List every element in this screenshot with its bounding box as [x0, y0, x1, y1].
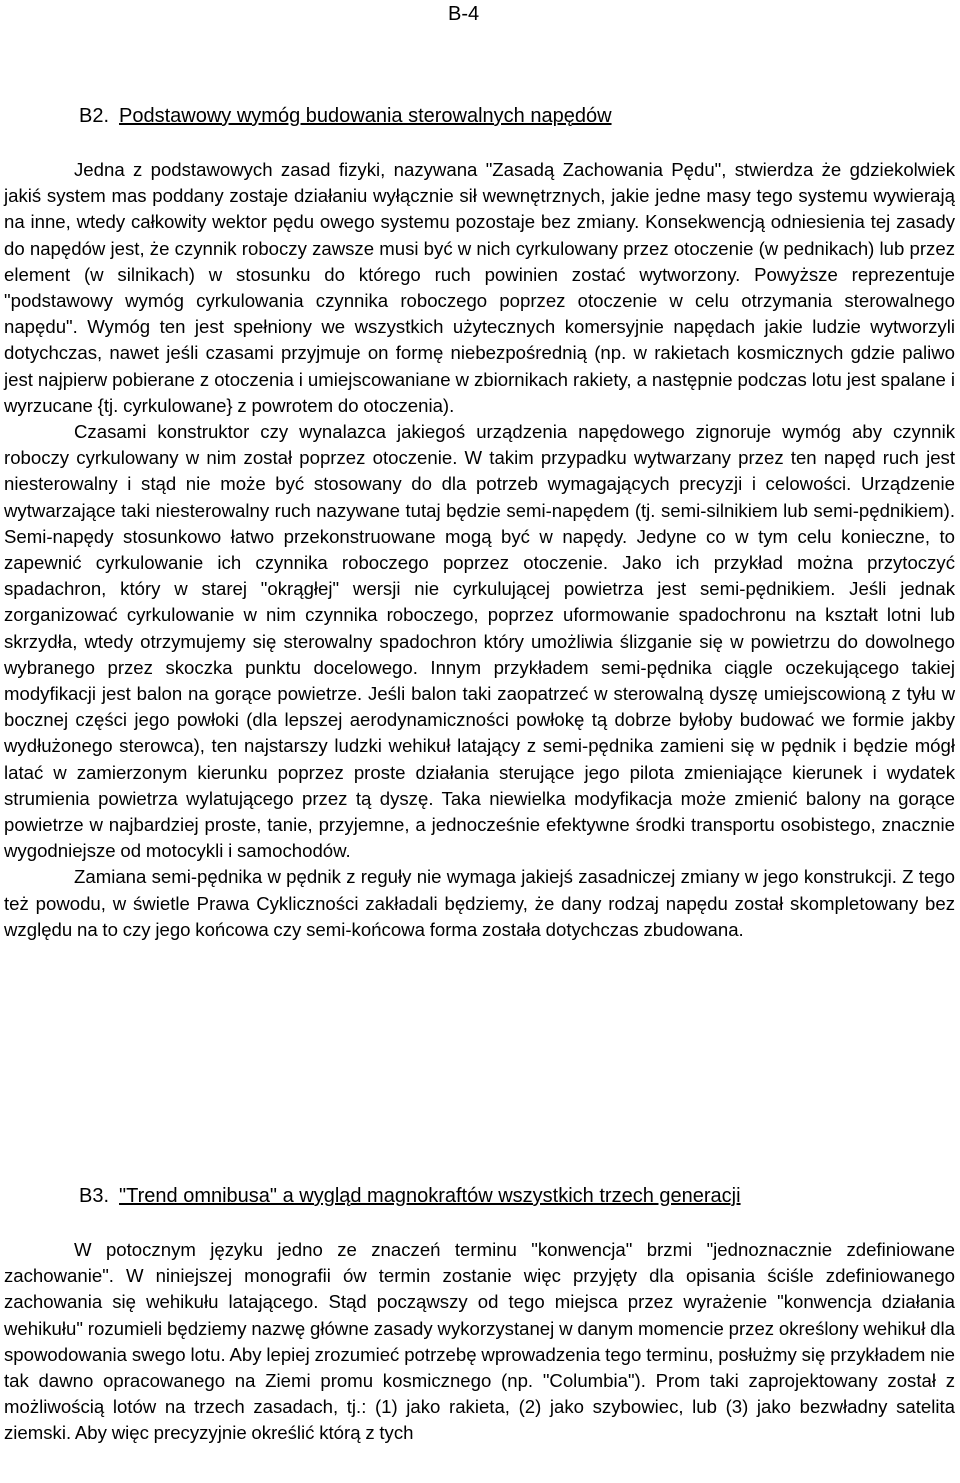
section-body-b2 [4, 157, 955, 943]
paragraph: W potocznym języku jedno ze znaczeń terminu "konwencja" brzmi "jednoznacznie zdefiniowane zachowanie". W niniejszej monografii ów termin zostanie więc przyjęty dla opisania ściśle zdefiniowanego zachowania się wehikułu latającego. Stąd począwszy od tego miejsca przez wyrażenie "konwencja działania wehikułu" rozumieli będziemy nazwę główne zasady wykorzystanej w danym momencie przez określony wehikuł dla spowodowania swego lotu. Aby lepiej zrozumieć potrzebę wprowadzenia tego terminu, posłużmy się przykładem nie tak dawno opracowanego na Ziemi promu kosmicznego (np. "Columbia"). Prom taki zaprojektowany został z możliwością lotów na trzech zasadach, tj.: (1) jako rakieta, (2) jako szybowiec, lub (3) jako bezwładny satelita ziemski. Aby więc precyzyjnie określić którą z tych [4, 1239, 955, 1444]
section-heading-b3 [79, 1184, 741, 1208]
section-heading-b2 [79, 104, 612, 128]
section-body-b3 [4, 1237, 955, 1447]
section-number: B3. [79, 1185, 110, 1207]
section-title: Podstawowy wymóg budowania sterowalnych napędów [119, 105, 612, 127]
paragraph: Czasami konstruktor czy wynalazca jakiegoś urządzenia napędowego zignoruje wymóg aby czynnik roboczy cyrkulowany w nim został poprzez otoczenie. W takim przypadku wytwarzany przez ten napęd ruch jest niesterowalny i stąd nie może być stosowany do dla potrzeb wymagających precyzji i celowości. Urządzenie wytwarzające taki niesterowalny ruch nazywane tutaj będzie semi-napędem (tj. semi-silnikiem lub semi-pędnikiem). Semi-napędy stosunkowo łatwo przekonstruowane mogą być w napędy. Jedyne co w tym celu konieczne, to zapewnić cyrkulowanie ich czynnika roboczego poprzez otoczenie. Jako ich przykład można przytoczyć spadachron, który w starej "okrągłej" wersji nie cyrkulującej powietrza jest semi-pędnikiem. Jeśli jednak zorganizować cyrkulowanie w nim czynnika roboczego, poprzez uformowanie spadochronu na kształt lotni lub skrzydła, wtedy otrzymujemy się sterowalny spadochron który umożliwia ślizganie się w powietrzu do dowolnego wybranego przez skoczka punktu docelowego. Innym przykładem semi-pędnika ciągle oczekującego takiej modyfikacji jest balon na gorące powietrze. Jeśli balon taki zaopatrzeć w sterowalną dyszę umiejscowioną z tyłu w bocznej części jego powłoki (dla lepszej aerodynamiczności powłokę tą dobrze byłoby budować we formie jakby wydłużonego sterowca), ten najstarszy ludzki wehikuł latający z semi-pędnika zamieni się w pędnik i będzie mógł latać w zamierzonym kierunku poprzez proste działania sterujące jego pilota zmieniające kierunek i wydatek strumienia powietrza wylatującego przez tą dyszę. Taka niewielka modyfikacja może zmienić balony na gorące powietrze w najbardziej proste, tanie, przyjemne, a jednocześnie efektywne środki transportu osobistego, znacznie wygodniejsze od motocykli i samochodów. [4, 421, 955, 862]
section-number: B2. [79, 105, 110, 127]
section-title: "Trend omnibusa" a wygląd magnokraftów wszystkich trzech generacji [119, 1185, 741, 1207]
paragraph: Zamiana semi-pędnika w pędnik z reguły nie wymaga jakiejś zasadniczej zmiany w jego konstrukcji. Z tego też powodu, w świetle Prawa Cykliczności zakładali będziemy, że dany rodzaj napędu został skompletowany bez względu na to czy jego końcowa czy semi-końcowa forma została dotychczas zbudowana. [4, 866, 955, 940]
paragraph: Jedna z podstawowych zasad fizyki, nazywana "Zasadą Zachowania Pędu", stwierdza że gdziekolwiek jakiś system mas poddany zostaje działaniu wyłącznie sił wewnętrznych, jakie jedne masy tego systemu wywierają na inne, wtedy całkowity wektor pędu owego systemu pozostaje bez zmiany. Konsekwencją odniesienia tej zasady do napędów jest, że czynnik roboczy zawsze musi być w nich cyrkulowany przez otoczenie (w pednikach) lub przez element (w silnikach) w stosunku do którego ruch powinien zostać wytworzony. Powyższe reprezentuje "podstawowy wymóg cyrkulowania czynnika roboczego poprzez otoczenie w celu otrzymania sterowalnego napędu". Wymóg ten jest spełniony we wszystkich użytecznych komersyjnie napędach jakie ludzie wytworzyli dotychczas, nawet jeśli czasami przyjmuje on formę niebezpośrednią (np. w rakietach kosmicznych gdzie paliwo jest najpierw pobierane z otoczenia i umiejscowaniane w zbiornikach rakiety, a następnie podczas lotu jest spalane i wyrzucane {tj. cyrkulowane} z powrotem do otoczenia). [4, 159, 955, 416]
page-number: B-4 [448, 3, 480, 25]
